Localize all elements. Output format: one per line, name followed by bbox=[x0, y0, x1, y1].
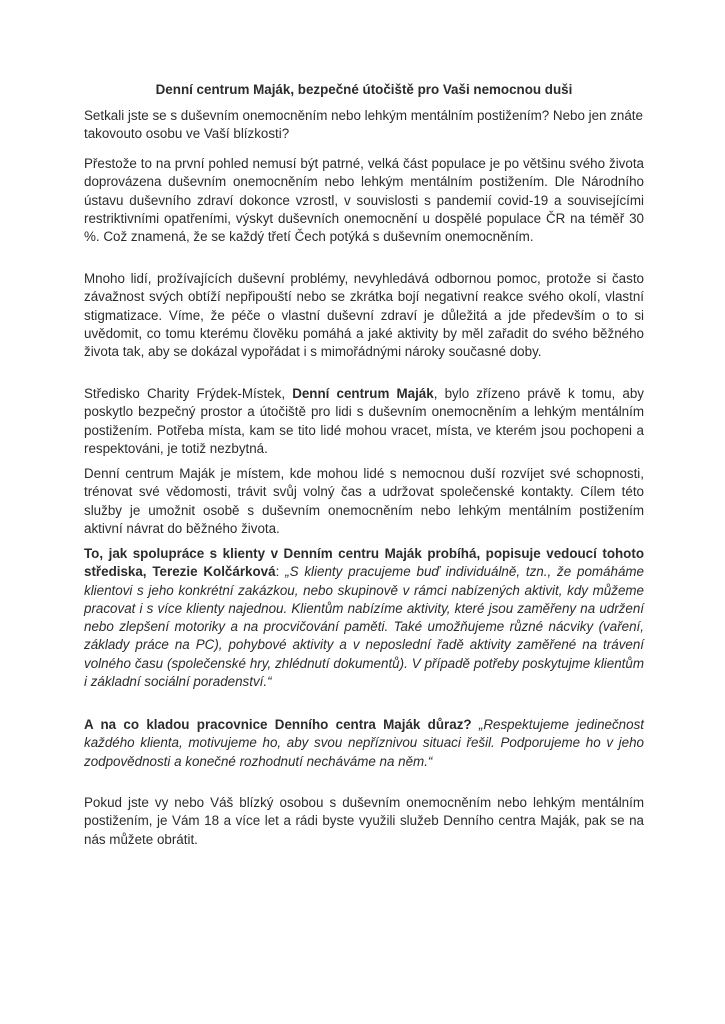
paragraph-cooperation-quote bbox=[84, 545, 644, 691]
emphasis-question-bold: A na co kladou pracovnice Denního centra Maják důraz? bbox=[84, 717, 472, 732]
paragraph-emphasis-quote bbox=[84, 716, 644, 771]
paragraph-intro-question: Setkali jste se s duševním onemocněním nebo lehkým mentálním postižením? Nebo jen znáte takovouto osobu ve Vaší blízkosti? bbox=[84, 108, 643, 142]
cooperation-lead-bold: To, jak spolupráce s klienty v Denním centru Maják probíhá, popisuje vedoucí tohoto střediska, Terezie Kolčárková bbox=[84, 546, 644, 580]
document-title: Denní centrum Maják, bezpečné útočiště pro Vaši nemocnou duši bbox=[155, 82, 573, 97]
center-name-bold: Denní centrum Maják bbox=[292, 386, 434, 401]
cooperation-quote-italic: „S klienty pracujeme buď individuálně, tzn., že pomáháme klientovi s jeho konkrétní zakázkou, nebo skupinově v rámci nabízených aktivit, kdy můžeme pracovat i s více klienty najednou. Klientům nabízíme aktivity, které jsou zaměřeny na udržení nebo zlepšení motoriky a na procvičování paměti. Také umožňujeme různé nácviky (vaření, základy práce na PC), pohybové aktivity a v neposlední řadě aktivity zaměřené na trávení volného času (společenské hry, zhlédnutí dokumentů). V případě potřeby poskytujme klientům i základní sociální poradenství.“ bbox=[84, 564, 644, 690]
charity-rest-text: , bylo zřízeno právě k tomu, aby poskytlo bezpečný prostor a útočiště pro lidi s duševním onemocněním a lehkým mentálním postižením. Potřeba místa, kam se tito lidé mohou vracet, místa, ve kterém jsou pochopeni a respektováni, je totiž nezbytná. bbox=[84, 386, 645, 456]
emphasis-separator bbox=[472, 717, 479, 732]
cooperation-separator: : bbox=[275, 564, 286, 580]
paragraph-charity-center bbox=[84, 385, 644, 458]
paragraph-population-stats: Přestože to na první pohled nemusí být patrné, velká část populace je po většinu svého života doprovázena duševním onemocněním nebo lehkým mentálním postižením. Dle Národního ústavu duševního zdraví dokonce vzrostl, v souvislosti s pandemií covid-19 a souvisejícími restriktivními opatřeními, výskyt duševních onemocnění u dospělé populace ČR na téměř 30 %. Což znamená, že se každý třetí Čech potýká s duševním onemocněním. bbox=[84, 156, 644, 245]
paragraph-contact-invitation: Pokud jste vy nebo Váš blízký osobou s duševním onemocněním nebo lehkým mentálním postižením, je Vám 18 a více let a rádi byste využili služeb Denního centra Maják, pak se na nás můžete obrátit. bbox=[84, 795, 644, 847]
paragraph-stigma: Mnoho lidí, prožívajících duševní problémy, nevyhledává odbornou pomoc, protože si často závažnost svých obtíží nepřipouští nebo se zkrátka bojí negativní reakce svého okolí, vlastní stigmatizace. Víme, že péče o vlastní duševní zdraví je důležitá a jde především o to si uvědomit, co tomu kterému člověku pomáhá a jaké aktivity by měl zařadit do svého běžného života tak, aby se dokázal vypořádat i s mimořádnými nároky současné doby. bbox=[84, 271, 644, 360]
emphasis-quote-italic: „Respektujeme jedinečnost každého klienta, motivujeme ho, aby svou nepříznivou situaci řešil. Podporujeme ho v jeho zodpovědnosti a konečné rozhodnutí necháváme na něm.“ bbox=[84, 717, 644, 769]
charity-intro-text: Středisko Charity Frýdek-Místek, bbox=[84, 386, 293, 401]
paragraph-center-purpose: Denní centrum Maják je místem, kde mohou lidé s nemocnou duší rozvíjet své schopnosti, trénovat své vědomosti, trávit svůj volný čas a udržovat společenské kontakty. Cílem této služby je umožnit osobě s duševním onemocněním nebo lehkým mentálním postižením aktivní návrat do běžného života. bbox=[84, 466, 644, 536]
